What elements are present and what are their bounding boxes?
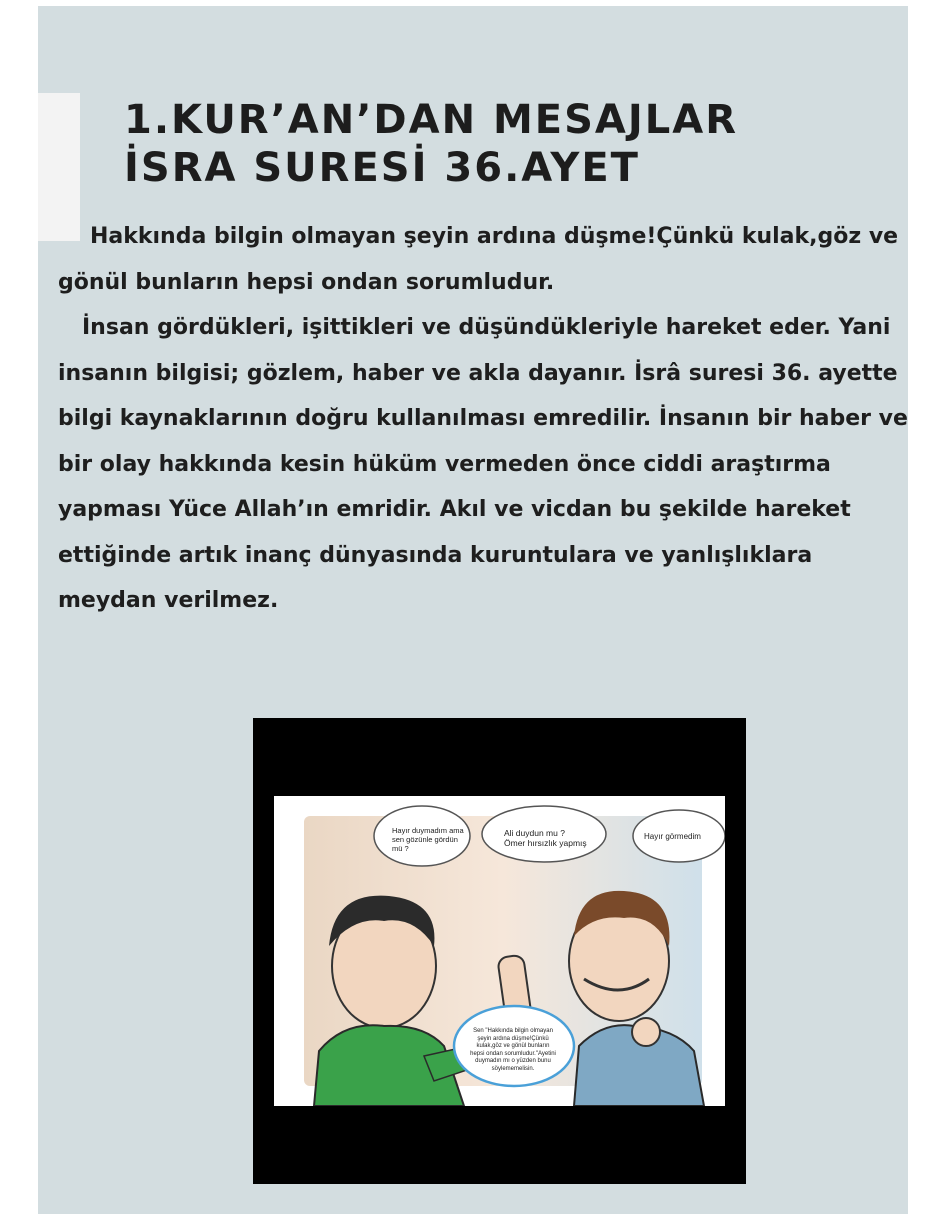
bubble-bottom-line-2: şeyin ardına düşme!Çünkü	[477, 1035, 549, 1042]
explanation-paragraph: İnsan gördükleri, işittikleri ve düşündükleriyle hareket eder. Yani insanın bilgisi; gözlem, haber ve akla dayanır. İsrâ suresi 36. ayette bilgi kaynaklarının doğru kullanılması emredilir. İnsanın bir haber ve bir olay hakkında kesin hüküm vermeden önce ciddi araştırma yapması Yüce Allah’ın emridir. Akıl ve vicdan bu şekilde hareket ettiğinde artık inanç dünyasında kuruntulara ve yanlışlıklara meydan verilmez.	[58, 315, 908, 613]
bubble-bottom-line-6: söylememelisin.	[491, 1065, 535, 1072]
bubble-left-line-3: mü ?	[392, 844, 409, 853]
bubble-middle-line-2: Ömer hırsızlık yapmış	[504, 838, 587, 848]
speech-bubble-bottom	[470, 1028, 556, 1073]
bubble-bottom-line-5: duymadın mı o yüzden bunu	[475, 1058, 551, 1064]
bubble-bottom-line-3: kulak,göz ve gönül bunların	[476, 1043, 550, 1049]
verse-paragraph: Hakkında bilgin olmayan şeyin ardına düşme!Çünkü kulak,göz ve gönül bunların hepsi ondan sorumludur.	[58, 224, 899, 295]
speech-bubble-left	[392, 826, 472, 853]
bubble-left-line-1: Hayır duymadım ama	[392, 826, 464, 835]
bubble-middle-line-1: Ali duydun mu ?	[504, 828, 565, 838]
bubble-bottom-line-4: hepsi ondan sorumludur."Ayetini	[470, 1050, 556, 1057]
speech-bubble-middle	[504, 828, 604, 848]
comic-image-frame	[253, 718, 746, 1184]
page-title	[124, 96, 738, 192]
bubble-right-line-1: Hayır görmedim	[644, 832, 701, 841]
title-line-2: İSRA SURESİ 36.AYET	[124, 145, 640, 191]
speech-bubble-right	[644, 832, 719, 841]
body-text	[58, 214, 918, 624]
comic-illustration	[274, 796, 725, 1106]
title-line-1: 1.KUR’AN’DAN MESAJLAR	[124, 97, 739, 143]
bubble-bottom-line-1: Sen "Hakkında bilgin olmayan	[473, 1028, 553, 1034]
bubble-left-line-2: sen gözünle gördün	[392, 835, 458, 844]
